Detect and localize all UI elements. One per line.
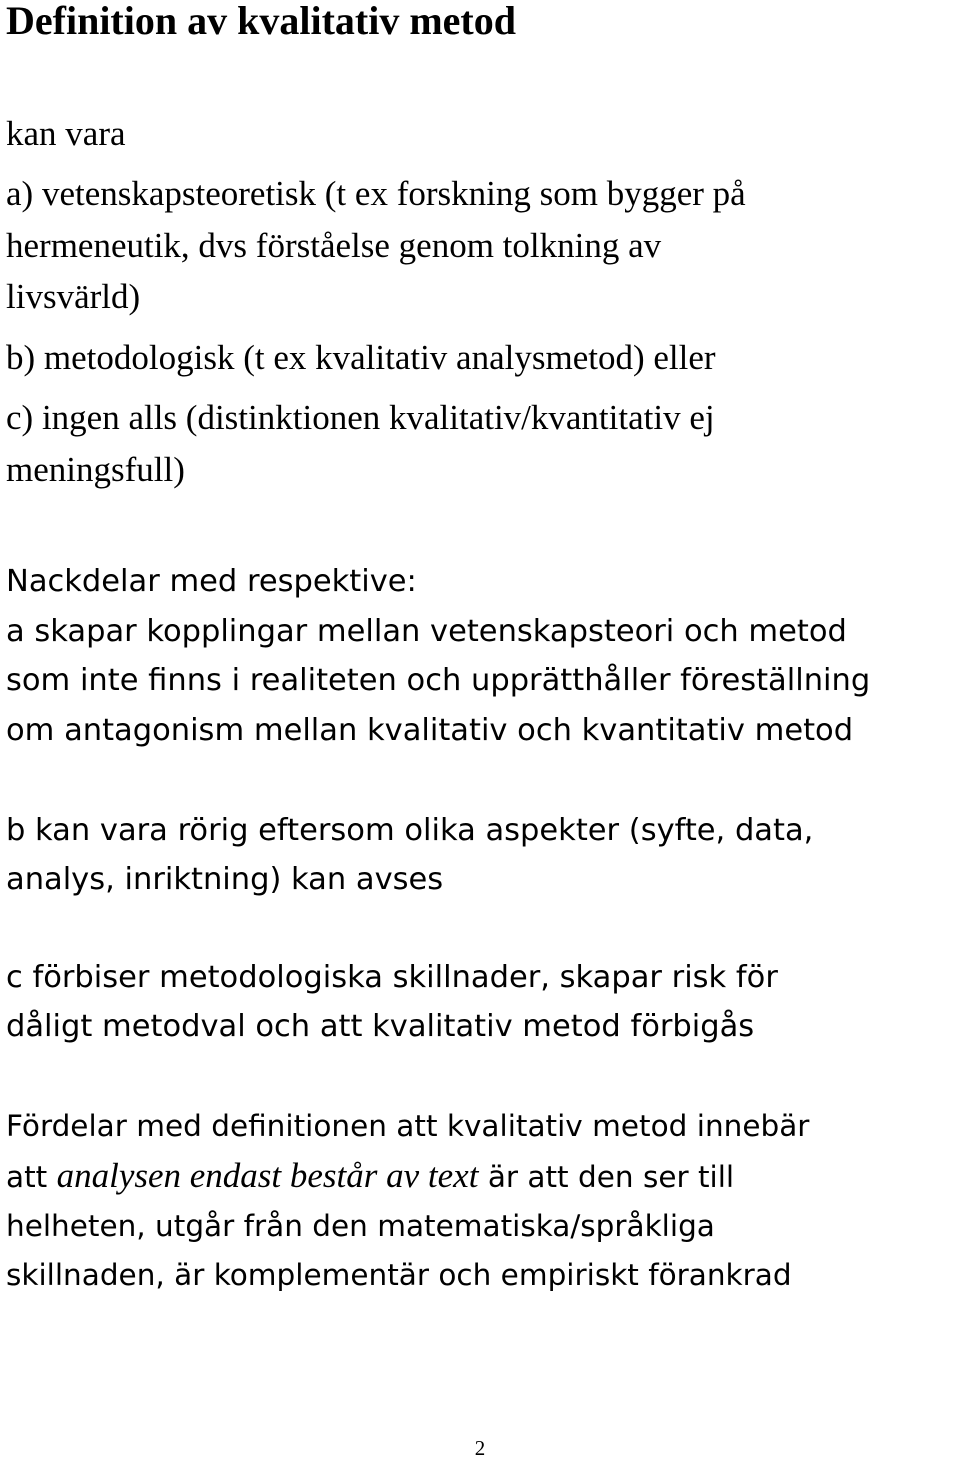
- advantages-text-suffix: är att den ser till: [478, 1160, 735, 1194]
- advantages-emphasis: analysen endast består av text: [56, 1156, 479, 1195]
- disadvantage-b: b kan vara rörig eftersom olika aspekter (syfte, data,: [6, 813, 814, 848]
- disadvantage-a: a skapar kopplingar mellan vetenskapsteori och metod: [6, 614, 847, 649]
- advantages-text-prefix: att: [6, 1160, 57, 1194]
- disadvantage-c: c förbiser metodologiska skillnader, skapar risk för: [6, 960, 778, 995]
- disadvantage-b-continued: analys, inriktning) kan avses: [6, 862, 444, 897]
- disadvantage-a-continued: om antagonism mellan kvalitativ och kvantitativ metod: [6, 713, 854, 748]
- advantages-text: Fördelar med definitionen att kvalitativ metod innebär: [6, 1109, 810, 1143]
- definition-item-a: a) vetenskapsteoretisk (t ex forskning som bygger på: [6, 174, 746, 213]
- definition-item-c: c) ingen alls (distinktionen kvalitativ/kvantitativ ej: [6, 398, 715, 437]
- page-number: 2: [474, 1436, 486, 1460]
- definition-item-c-continued: meningsfull): [6, 450, 185, 489]
- definition-item-a-continued: livsvärld): [6, 277, 141, 316]
- disadvantages-heading: Nackdelar med respektive:: [6, 564, 417, 599]
- definition-intro: kan vara: [6, 114, 126, 153]
- advantages-text-continued: [6, 1155, 734, 1198]
- page-title: Definition av kvalitativ metod: [6, 0, 516, 43]
- definition-item-b: b) metodologisk (t ex kvalitativ analysmetod) eller: [6, 338, 716, 377]
- definition-item-a-continued: hermeneutik, dvs förståelse genom tolkning av: [6, 226, 662, 265]
- advantages-text-continued: skillnaden, är komplementär och empiriskt förankrad: [6, 1258, 792, 1292]
- advantages-text-continued: helheten, utgår från den matematiska/språkliga: [6, 1209, 715, 1243]
- disadvantage-c-continued: dåligt metodval och att kvalitativ metod förbigås: [6, 1009, 755, 1044]
- disadvantage-a-continued: som inte finns i realiteten och upprätthåller föreställning: [6, 663, 871, 698]
